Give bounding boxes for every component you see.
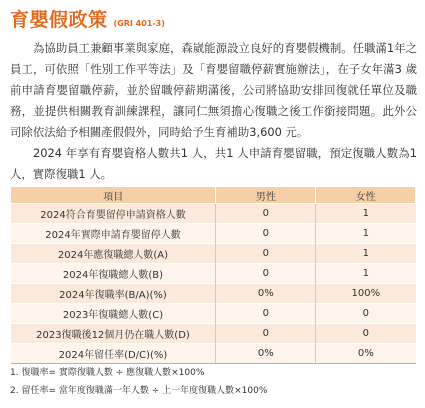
female-value: 1 xyxy=(316,244,416,264)
row-label: 2024年復職總人數(B) xyxy=(11,264,216,284)
female-value: 1 xyxy=(316,204,416,224)
row-label: 2024年復職率(B/A)(%) xyxy=(11,284,216,304)
parental-leave-table xyxy=(10,186,416,364)
policy-paragraph: 為協助員工兼顧事業與家庭，森崴能源設立良好的育嬰假機制。任職滿1年之員工，可依照「性別工作平等法」及「育嬰留職停薪實施辦法」，在子女年滿3 歲前申請育嬰留職停薪，並於留職停薪期滿後，公司將協助安排回復就任單位及職務，並提供相關教育訓練課程，讓同仁無須擔心復職之後工作銜接問題。此外公司除依法給予相關產假假外，同時給予生育補助3,600 元。 xyxy=(10,41,417,139)
footnote-return-rate: 1. 復職率= 實際復職人數 ÷ 應復職人數×100% xyxy=(10,368,205,378)
section-header xyxy=(10,5,165,35)
female-value: 1 xyxy=(316,224,416,244)
female-value: 0 xyxy=(316,304,416,324)
table-row xyxy=(11,264,416,284)
male-value: 0 xyxy=(216,304,316,324)
footnotes xyxy=(10,364,267,400)
row-label: 2024符合育嬰留停申請資格人數 xyxy=(11,204,216,224)
row-label: 2024年應復職總人數(A) xyxy=(11,244,216,264)
female-value: 100% xyxy=(316,284,416,304)
table-row xyxy=(11,304,416,324)
row-label: 2024年實際申請育嬰留停人數 xyxy=(11,224,216,244)
male-value: 0% xyxy=(216,344,316,364)
male-value: 0 xyxy=(216,204,316,224)
table-row xyxy=(11,324,416,344)
table-header-row xyxy=(11,187,416,204)
male-value: 0 xyxy=(216,224,316,244)
male-value: 0% xyxy=(216,284,316,304)
female-value: 0% xyxy=(316,344,416,364)
female-value: 0 xyxy=(316,324,416,344)
section-title: 育嬰假政策 xyxy=(10,9,108,31)
row-label: 2023復職後12個月仍在職人數(D) xyxy=(11,324,216,344)
header-item: 項目 xyxy=(11,187,216,204)
male-value: 0 xyxy=(216,244,316,264)
table-row xyxy=(11,344,416,364)
header-female: 女性 xyxy=(316,187,416,204)
male-value: 0 xyxy=(216,264,316,284)
header-male: 男性 xyxy=(216,187,316,204)
female-value: 1 xyxy=(316,264,416,284)
table-row xyxy=(11,204,416,224)
table-row xyxy=(11,224,416,244)
male-value: 0 xyxy=(216,324,316,344)
row-label: 2024年留任率(D/C)(%) xyxy=(11,344,216,364)
table-row xyxy=(11,244,416,264)
summary-paragraph: 2024 年享有育嬰資格人數共1 人，共1 人申請育嬰留職，預定復職人數為1人，實際復職1 人。 xyxy=(10,146,417,181)
footnote-retention-rate: 2. 留任率= 當年度復職滿一年人數 ÷ 上一年度復職人數×100% xyxy=(10,386,268,396)
table-row xyxy=(11,284,416,304)
row-label: 2023年復職總人數(C) xyxy=(11,304,216,324)
gri-code: (GRI 401-3) xyxy=(113,19,165,28)
